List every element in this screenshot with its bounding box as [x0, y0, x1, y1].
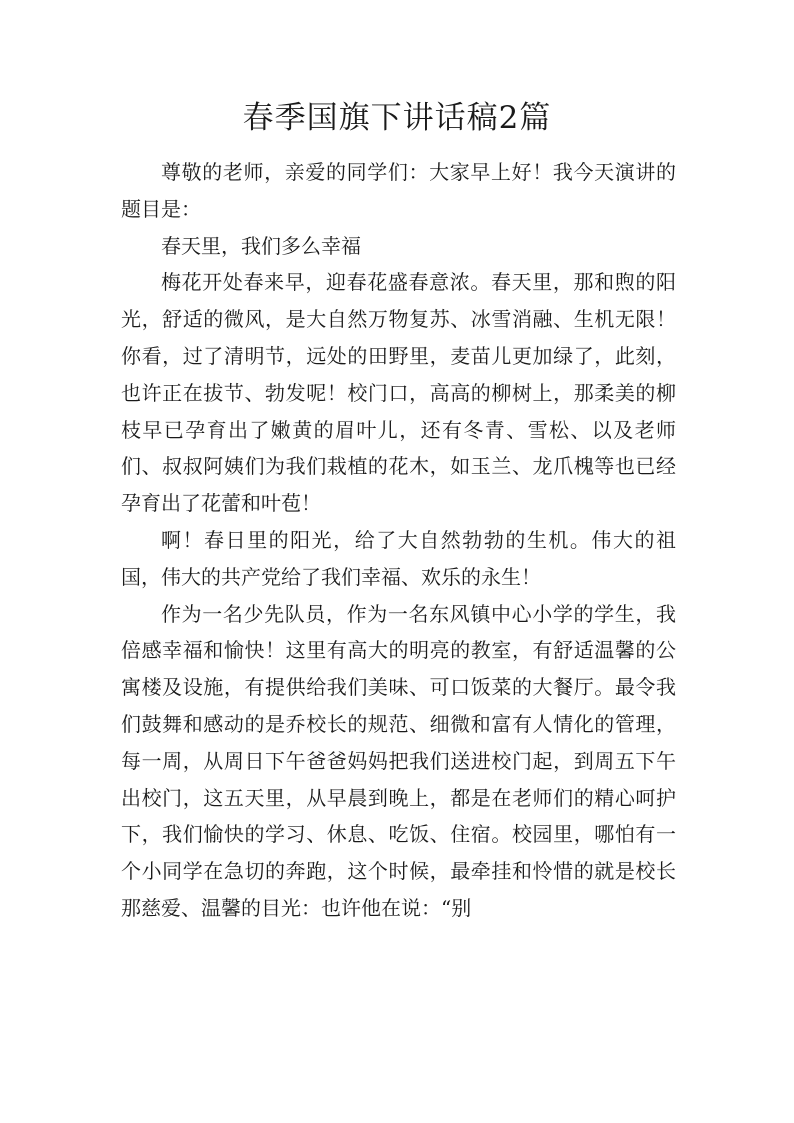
document-body: [121, 154, 676, 927]
paragraph-spring: 梅花开处春来早，迎春花盛春意浓。春天里，那和煦的阳光，舒适的微风，是大自然万物复苏、冰雪消融、生机无限！你看，过了清明节，远处的田野里，麦苗儿更加绿了，此刻，也许正在拔节、勃发呢！校门口，高高的柳树上，那柔美的柳枝早已孕育出了嫩黄的眉叶儿，还有冬青、雪松、以及老师们、叔叔阿姨们为我们栽植的花木，如玉兰、龙爪槐等也已经孕育出了花蕾和叶苞！: [121, 270, 676, 516]
paragraph-sunshine: 啊！春日里的阳光，给了大自然勃勃的生机。伟大的祖国，伟大的共产党给了我们幸福、欢乐的永生！: [121, 527, 676, 589]
paragraph-school-life: 作为一名少先队员，作为一名东风镇中心小学的学生，我倍感幸福和愉快！这里有高大的明亮的教室，有舒适温馨的公寓楼及设施，有提供给我们美味、可口饭菜的大餐厅。最令我们鼓舞和感动的是乔校长的规范、细微和富有人情化的管理，每一周，从周日下午爸爸妈妈把我们送进校门起，到周五下午出校门，这五天里，从早晨到晚上，都是在老师们的精心呵护下，我们愉快的学习、休息、吃饭、住宿。校园里，哪怕有一个小同学在急切的奔跑，这个时候，最牵挂和怜惜的就是校长那慈爱、温馨的目光：也许他在说：“别: [121, 601, 676, 920]
paragraph-topic: 春天里，我们多么幸福: [161, 233, 361, 258]
document-title: 春季国旗下讲话稿2篇: [242, 100, 552, 136]
paragraph-greeting: 尊敬的老师，亲爱的同学们：大家早上好！我今天演讲的题目是：: [121, 160, 676, 221]
